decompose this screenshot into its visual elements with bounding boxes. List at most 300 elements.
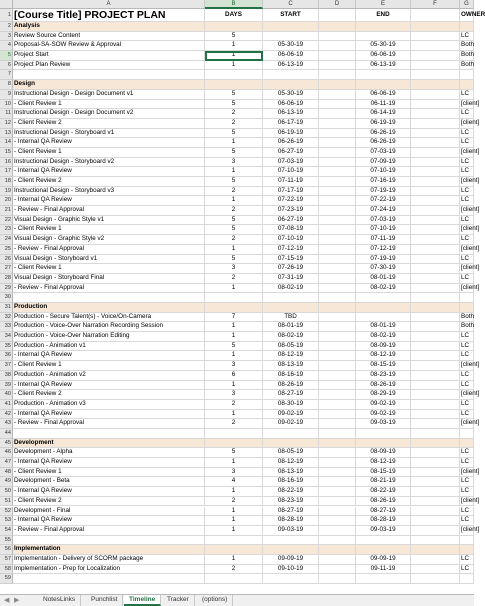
cell-b[interactable]: 2 (205, 235, 263, 245)
cell-f[interactable] (411, 129, 460, 139)
cell-a[interactable]: - Internal QA Review (13, 458, 205, 468)
cell-b[interactable]: 1 (205, 410, 263, 420)
cell-f[interactable] (411, 526, 460, 536)
cell-e[interactable]: 06-14-19 (356, 109, 411, 119)
cell-a[interactable]: Development - Alpha (13, 448, 205, 458)
cell-e[interactable]: 07-10-19 (356, 167, 411, 177)
row-header[interactable]: 50 (0, 487, 13, 497)
cell-f[interactable] (411, 371, 460, 381)
cell-d[interactable] (319, 342, 356, 352)
cell-b[interactable]: 5 (205, 177, 263, 187)
cell-a[interactable]: Proposal-SA-SOW Review & Approval (13, 41, 205, 51)
cell-c[interactable]: 08-13-19 (263, 361, 319, 371)
cell-g[interactable]: Both (460, 313, 474, 323)
cell-d[interactable] (319, 410, 356, 420)
cell-d[interactable] (319, 274, 356, 284)
cell-d[interactable] (319, 361, 356, 371)
cell-b[interactable]: 7 (205, 313, 263, 323)
cell-g[interactable]: Both (460, 41, 474, 51)
cell-f[interactable] (411, 70, 460, 80)
cell-d[interactable] (319, 70, 356, 80)
cell-f[interactable] (411, 574, 460, 584)
cell-c[interactable]: 08-27-19 (263, 390, 319, 400)
cell-c[interactable]: 08-23-19 (263, 497, 319, 507)
row-header[interactable]: 22 (0, 216, 13, 226)
cell-e[interactable]: 06-06-19 (356, 51, 411, 61)
row-header[interactable]: 54 (0, 526, 13, 536)
cell-b[interactable]: 5 (205, 148, 263, 158)
cell-f[interactable] (411, 410, 460, 420)
cell-f[interactable] (411, 516, 460, 526)
cell-f[interactable] (411, 206, 460, 216)
cell-b[interactable] (205, 574, 263, 584)
cell-a[interactable]: Production - Voice-Over Narration Editing (13, 332, 205, 342)
cell-c[interactable]: 07-08-19 (263, 225, 319, 235)
row-header[interactable]: 41 (0, 400, 13, 410)
cell-b[interactable] (205, 429, 263, 439)
cell-f[interactable] (411, 216, 460, 226)
cell-f[interactable] (411, 158, 460, 168)
cell-a[interactable]: Production (13, 303, 205, 313)
row-header[interactable]: 4 (0, 41, 13, 51)
row-header[interactable]: 39 (0, 381, 13, 391)
cell-e[interactable]: 06-13-19 (356, 61, 411, 71)
cell-f[interactable] (411, 555, 460, 565)
cell-a[interactable]: Project Plan Review (13, 61, 205, 71)
cell-b[interactable]: 1 (205, 526, 263, 536)
cell-d[interactable] (319, 322, 356, 332)
cell-f[interactable] (411, 32, 460, 42)
cell-e[interactable]: 07-19-19 (356, 255, 411, 265)
cell-e[interactable] (356, 536, 411, 546)
cell-f[interactable] (411, 458, 460, 468)
cell-c[interactable] (263, 545, 319, 555)
cell-a[interactable]: - Client Review 2 (13, 119, 205, 129)
cell-g[interactable]: Both (460, 51, 474, 61)
cell-g[interactable]: LC (460, 565, 474, 575)
cell-d[interactable] (319, 235, 356, 245)
row-header[interactable]: 16 (0, 158, 13, 168)
cell-a[interactable]: - Internal QA Review (13, 138, 205, 148)
row-header[interactable]: 58 (0, 565, 13, 575)
cell-f[interactable] (411, 196, 460, 206)
cell-f[interactable] (411, 80, 460, 90)
cell-g[interactable]: [client] (460, 497, 474, 507)
cell-f[interactable] (411, 487, 460, 497)
tab-scroll-right-icon[interactable]: ▶ (14, 597, 20, 604)
cell-c[interactable] (263, 293, 319, 303)
cell-e[interactable] (356, 303, 411, 313)
cell-b[interactable]: 5 (205, 225, 263, 235)
cell-g[interactable]: [client] (460, 361, 474, 371)
cell-a[interactable] (13, 70, 205, 80)
row-header[interactable]: 37 (0, 361, 13, 371)
row-header[interactable]: 35 (0, 342, 13, 352)
cell-f[interactable] (411, 235, 460, 245)
cell-a[interactable]: - Internal QA Review (13, 410, 205, 420)
cell-c[interactable]: 08-30-19 (263, 400, 319, 410)
cell-a[interactable]: - Client Review 1 (13, 225, 205, 235)
cell-g[interactable]: [client] (460, 419, 474, 429)
cell-c[interactable]: START (263, 9, 319, 22)
cell-b[interactable]: 1 (205, 507, 263, 517)
cell-f[interactable] (411, 332, 460, 342)
cell-d[interactable] (319, 526, 356, 536)
cell-a[interactable] (13, 293, 205, 303)
cell-b[interactable]: 1 (205, 516, 263, 526)
row-header[interactable]: 23 (0, 225, 13, 235)
cell-f[interactable] (411, 109, 460, 119)
cell-c[interactable]: 07-23-19 (263, 206, 319, 216)
cell-c[interactable] (263, 303, 319, 313)
cell-b[interactable]: 2 (205, 419, 263, 429)
cell-d[interactable] (319, 507, 356, 517)
cell-g[interactable]: LC (460, 381, 474, 391)
row-header[interactable]: 45 (0, 439, 13, 449)
cell-g[interactable]: LC (460, 167, 474, 177)
cell-d[interactable] (319, 129, 356, 139)
cell-b[interactable] (205, 545, 263, 555)
cell-b[interactable] (205, 80, 263, 90)
cell-g[interactable] (460, 293, 474, 303)
cell-g[interactable]: [client] (460, 526, 474, 536)
cell-e[interactable]: 08-21-19 (356, 477, 411, 487)
cell-a[interactable]: - Client Review 2 (13, 177, 205, 187)
cell-b[interactable]: 1 (205, 458, 263, 468)
cell-d[interactable] (319, 225, 356, 235)
cell-g[interactable] (460, 80, 474, 90)
cell-e[interactable]: 07-22-19 (356, 196, 411, 206)
cell-g[interactable]: LC (460, 507, 474, 517)
row-header[interactable]: 46 (0, 448, 13, 458)
cell-b[interactable]: 1 (205, 555, 263, 565)
cell-d[interactable] (319, 167, 356, 177)
cell-g[interactable]: [client] (460, 390, 474, 400)
cell-g[interactable] (460, 70, 474, 80)
cell-g[interactable]: LC (460, 196, 474, 206)
cell-e[interactable] (356, 22, 411, 32)
cell-g[interactable] (460, 303, 474, 313)
cell-f[interactable] (411, 167, 460, 177)
row-header[interactable]: 30 (0, 293, 13, 303)
cell-c[interactable]: 07-22-19 (263, 196, 319, 206)
cell-e[interactable] (356, 439, 411, 449)
sheet-tab[interactable]: (options) (197, 595, 233, 606)
cell-a[interactable]: Instructional Design - Storyboard v1 (13, 129, 205, 139)
cell-d[interactable] (319, 80, 356, 90)
cell-c[interactable] (263, 22, 319, 32)
cell-c[interactable]: 09-10-19 (263, 565, 319, 575)
cell-g[interactable]: LC (460, 487, 474, 497)
cell-b[interactable]: 2 (205, 206, 263, 216)
cell-c[interactable]: 07-10-19 (263, 235, 319, 245)
cell-g[interactable]: LC (460, 187, 474, 197)
cell-e[interactable]: 07-12-19 (356, 245, 411, 255)
row-header[interactable]: 34 (0, 332, 13, 342)
cell-e[interactable]: 09-03-19 (356, 419, 411, 429)
cell-c[interactable] (263, 439, 319, 449)
cell-a[interactable]: Implementation - Delivery of SCORM package (13, 555, 205, 565)
cell-c[interactable]: 07-12-19 (263, 245, 319, 255)
cell-g[interactable]: LC (460, 458, 474, 468)
cell-e[interactable]: 09-09-19 (356, 555, 411, 565)
cell-b[interactable]: 3 (205, 158, 263, 168)
row-header[interactable]: 57 (0, 555, 13, 565)
cell-f[interactable] (411, 274, 460, 284)
cell-f[interactable] (411, 429, 460, 439)
cell-d[interactable] (319, 371, 356, 381)
cell-e[interactable]: 08-01-19 (356, 322, 411, 332)
cell-c[interactable]: 07-26-19 (263, 264, 319, 274)
column-header-b[interactable]: B (205, 0, 263, 9)
cell-d[interactable] (319, 313, 356, 323)
cell-d[interactable] (319, 390, 356, 400)
cell-c[interactable]: 08-27-19 (263, 507, 319, 517)
cell-f[interactable] (411, 448, 460, 458)
cell-e[interactable]: 07-30-19 (356, 264, 411, 274)
row-header[interactable]: 11 (0, 109, 13, 119)
cell-c[interactable]: 06-19-19 (263, 129, 319, 139)
cell-d[interactable] (319, 439, 356, 449)
cell-g[interactable]: Both (460, 61, 474, 71)
cell-f[interactable] (411, 148, 460, 158)
cell-d[interactable] (319, 555, 356, 565)
cell-b[interactable]: 2 (205, 497, 263, 507)
cell-c[interactable]: 05-30-19 (263, 90, 319, 100)
cell-b[interactable]: DAYS (205, 9, 263, 22)
cell-b[interactable]: 1 (205, 196, 263, 206)
cell-b[interactable]: 2 (205, 274, 263, 284)
cell-b[interactable] (205, 22, 263, 32)
cell-e[interactable]: 09-02-19 (356, 400, 411, 410)
cell-g[interactable]: LC (460, 410, 474, 420)
cell-e[interactable]: 08-12-19 (356, 458, 411, 468)
cell-c[interactable]: 08-02-19 (263, 332, 319, 342)
cell-b[interactable]: 5 (205, 100, 263, 110)
cell-a[interactable]: - Review - Final Approval (13, 284, 205, 294)
cell-b[interactable] (205, 439, 263, 449)
select-all-corner[interactable] (0, 0, 13, 9)
cell-c[interactable]: 09-02-19 (263, 410, 319, 420)
row-header[interactable]: 19 (0, 187, 13, 197)
cell-a[interactable]: - Client Review 1 (13, 361, 205, 371)
cell-g[interactable]: LC (460, 274, 474, 284)
cell-d[interactable] (319, 468, 356, 478)
cell-c[interactable]: 08-02-19 (263, 284, 319, 294)
cell-c[interactable]: 06-06-19 (263, 51, 319, 61)
row-header[interactable]: 44 (0, 429, 13, 439)
cell-a[interactable]: [Course Title] PROJECT PLAN (13, 9, 205, 22)
cell-e[interactable]: 08-23-19 (356, 371, 411, 381)
cell-c[interactable]: 08-13-19 (263, 468, 319, 478)
cell-e[interactable]: 08-02-19 (356, 332, 411, 342)
cell-g[interactable] (460, 574, 474, 584)
cell-c[interactable]: 08-05-19 (263, 342, 319, 352)
cell-a[interactable]: - Client Review 1 (13, 100, 205, 110)
cell-g[interactable]: [client] (460, 119, 474, 129)
cell-a[interactable]: Production - Secure Talent(s) - Voice/On-Camera (13, 313, 205, 323)
cell-g[interactable]: LC (460, 516, 474, 526)
cell-b[interactable]: 3 (205, 361, 263, 371)
cell-a[interactable]: Instructional Design - Design Document v2 (13, 109, 205, 119)
cell-c[interactable]: 08-22-19 (263, 487, 319, 497)
row-header[interactable]: 52 (0, 507, 13, 517)
cell-b[interactable] (205, 303, 263, 313)
cell-d[interactable] (319, 400, 356, 410)
row-header[interactable]: 6 (0, 61, 13, 71)
cell-e[interactable]: 05-30-19 (356, 41, 411, 51)
row-header[interactable]: 55 (0, 536, 13, 546)
cell-e[interactable] (356, 70, 411, 80)
cell-b[interactable]: 1 (205, 487, 263, 497)
cell-f[interactable] (411, 284, 460, 294)
cell-c[interactable]: 09-03-19 (263, 526, 319, 536)
cell-a[interactable]: - Client Review 1 (13, 148, 205, 158)
cell-d[interactable] (319, 545, 356, 555)
cell-g[interactable] (460, 536, 474, 546)
cell-d[interactable] (319, 303, 356, 313)
row-header[interactable]: 15 (0, 148, 13, 158)
row-header[interactable]: 33 (0, 322, 13, 332)
cell-c[interactable]: 08-12-19 (263, 458, 319, 468)
cell-f[interactable] (411, 342, 460, 352)
row-header[interactable]: 18 (0, 177, 13, 187)
cell-f[interactable] (411, 361, 460, 371)
cell-d[interactable] (319, 516, 356, 526)
cell-d[interactable] (319, 264, 356, 274)
row-header[interactable]: 51 (0, 497, 13, 507)
row-header[interactable]: 53 (0, 516, 13, 526)
cell-a[interactable] (13, 536, 205, 546)
cell-a[interactable] (13, 429, 205, 439)
cell-a[interactable]: Production - Voice-Over Narration Recording Session (13, 322, 205, 332)
cell-d[interactable] (319, 90, 356, 100)
column-header-f[interactable]: F (411, 0, 460, 9)
cell-e[interactable]: 08-02-19 (356, 284, 411, 294)
row-header[interactable]: 21 (0, 206, 13, 216)
cell-c[interactable]: 07-11-19 (263, 177, 319, 187)
cell-d[interactable] (319, 351, 356, 361)
cell-e[interactable]: 06-26-19 (356, 129, 411, 139)
cell-b[interactable]: 3 (205, 264, 263, 274)
cell-c[interactable]: 06-13-19 (263, 109, 319, 119)
cell-d[interactable] (319, 196, 356, 206)
cell-f[interactable] (411, 545, 460, 555)
cell-e[interactable] (356, 429, 411, 439)
row-header[interactable]: 12 (0, 119, 13, 129)
cell-a[interactable]: Visual Design - Storyboard v1 (13, 255, 205, 265)
row-header[interactable]: 32 (0, 313, 13, 323)
row-header[interactable]: 5 (0, 51, 13, 61)
cell-d[interactable] (319, 138, 356, 148)
cell-d[interactable] (319, 293, 356, 303)
cell-g[interactable]: LC (460, 448, 474, 458)
cell-d[interactable] (319, 216, 356, 226)
cell-a[interactable]: - Client Review 1 (13, 264, 205, 274)
cell-e[interactable]: 07-03-19 (356, 216, 411, 226)
row-header[interactable]: 59 (0, 574, 13, 584)
cell-g[interactable]: LC (460, 216, 474, 226)
cell-e[interactable]: 07-03-19 (356, 148, 411, 158)
row-header[interactable]: 7 (0, 70, 13, 80)
cell-b[interactable]: 1 (205, 138, 263, 148)
cell-c[interactable]: TBD (263, 313, 319, 323)
row-header[interactable]: 13 (0, 129, 13, 139)
cell-e[interactable]: 08-15-19 (356, 468, 411, 478)
cell-a[interactable]: Visual Design - Storyboard Final (13, 274, 205, 284)
cell-b[interactable]: 2 (205, 109, 263, 119)
cell-g[interactable]: [client] (460, 100, 474, 110)
cell-a[interactable]: - Client Review 2 (13, 497, 205, 507)
cell-b[interactable]: 5 (205, 90, 263, 100)
cell-c[interactable] (263, 536, 319, 546)
cell-e[interactable]: 06-19-19 (356, 119, 411, 129)
cell-d[interactable] (319, 565, 356, 575)
row-header[interactable]: 3 (0, 32, 13, 42)
cell-d[interactable] (319, 487, 356, 497)
row-header[interactable]: 8 (0, 80, 13, 90)
cell-a[interactable]: Instructional Design - Design Document v1 (13, 90, 205, 100)
sheet-tab[interactable]: Punchlist (86, 595, 123, 606)
cell-g[interactable]: LC (460, 90, 474, 100)
cell-e[interactable] (356, 574, 411, 584)
cell-c[interactable]: 06-27-19 (263, 216, 319, 226)
cell-f[interactable] (411, 313, 460, 323)
cell-e[interactable] (356, 32, 411, 42)
cell-d[interactable] (319, 255, 356, 265)
cell-f[interactable] (411, 400, 460, 410)
row-header[interactable]: 28 (0, 274, 13, 284)
cell-g[interactable]: [client] (460, 468, 474, 478)
cell-f[interactable] (411, 351, 460, 361)
cell-d[interactable] (319, 177, 356, 187)
row-header[interactable]: 49 (0, 477, 13, 487)
cell-d[interactable] (319, 41, 356, 51)
cell-a[interactable]: Implementation - Prep for Localization (13, 565, 205, 575)
cell-b[interactable] (205, 536, 263, 546)
cell-f[interactable] (411, 536, 460, 546)
cell-g[interactable]: LC (460, 158, 474, 168)
cell-c[interactable] (263, 429, 319, 439)
cell-e[interactable]: 08-09-19 (356, 342, 411, 352)
column-header-d[interactable]: D (319, 0, 356, 9)
cell-d[interactable] (319, 187, 356, 197)
row-header[interactable]: 26 (0, 255, 13, 265)
cell-f[interactable] (411, 51, 460, 61)
cell-g[interactable]: LC (460, 255, 474, 265)
cell-d[interactable] (319, 429, 356, 439)
row-header[interactable]: 40 (0, 390, 13, 400)
row-header[interactable]: 24 (0, 235, 13, 245)
row-header[interactable]: 1 (0, 9, 13, 22)
cell-b[interactable]: 6 (205, 371, 263, 381)
row-header[interactable]: 36 (0, 351, 13, 361)
cell-a[interactable]: - Client Review 1 (13, 468, 205, 478)
cell-b[interactable]: 5 (205, 448, 263, 458)
cell-d[interactable] (319, 245, 356, 255)
cell-e[interactable]: END (356, 9, 411, 22)
cell-d[interactable] (319, 477, 356, 487)
cell-d[interactable] (319, 119, 356, 129)
cell-a[interactable]: Production - Animation v3 (13, 400, 205, 410)
cell-g[interactable]: LC (460, 138, 474, 148)
cell-e[interactable] (356, 80, 411, 90)
cell-e[interactable]: 08-22-19 (356, 487, 411, 497)
row-header[interactable]: 10 (0, 100, 13, 110)
cell-b[interactable]: 2 (205, 119, 263, 129)
cell-d[interactable] (319, 448, 356, 458)
cell-c[interactable]: 07-15-19 (263, 255, 319, 265)
